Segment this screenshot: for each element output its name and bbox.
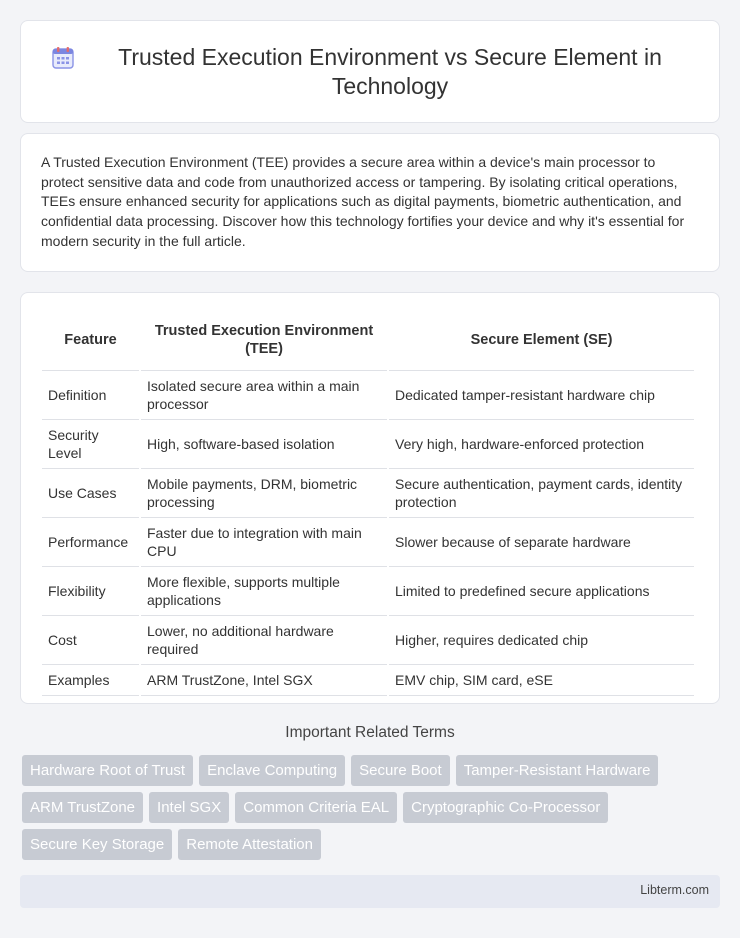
row-feature: Use Cases [42,469,139,518]
row-tee-value: Isolated secure area within a main processor [141,371,387,420]
intro-paragraph: A Trusted Execution Environment (TEE) provides a secure area within a device's main processor to protect sensitive data and code from unauthorized access or tampering. By isolating critical operations, TEEs ensure enhanced security for applications such as digital payments, biometric authentication, and confidential data processing. Discover how this technology fortifies your device and why it's essential for modern security in the full article. [41,154,685,249]
row-feature: Examples [42,665,139,696]
table-row [42,616,694,665]
row-se-value: Very high, hardware-enforced protection [389,420,694,469]
header-se: Secure Element (SE) [389,309,694,371]
table-row [42,371,694,420]
comparison-card [20,292,720,704]
row-tee-value: ARM TrustZone, Intel SGX [141,665,387,696]
row-se-value: EMV chip, SIM card, eSE [389,665,694,696]
related-term-tag[interactable]: Enclave Computing [199,755,345,786]
table-header-row [42,309,694,371]
row-se-value: Slower because of separate hardware [389,518,694,567]
title-card [20,20,720,123]
row-tee-value: More flexible, supports multiple applications [141,567,387,616]
related-term-tag[interactable]: Intel SGX [149,792,229,823]
related-term-tag[interactable]: Hardware Root of Trust [22,755,193,786]
row-se-value: Limited to predefined secure applications [389,567,694,616]
table-row [42,469,694,518]
row-feature: Performance [42,518,139,567]
table-row [42,665,694,696]
related-term-tag[interactable]: Common Criteria EAL [235,792,397,823]
related-term-tag[interactable]: Cryptographic Co-Processor [403,792,608,823]
header-tee: Trusted Execution Environment (TEE) [141,309,387,371]
related-term-tag[interactable]: Remote Attestation [178,829,321,860]
table-row [42,420,694,469]
row-se-value: Secure authentication, payment cards, identity protection [389,469,694,518]
row-tee-value: Mobile payments, DRM, biometric processing [141,469,387,518]
intro-card [20,133,720,272]
row-se-value: Dedicated tamper-resistant hardware chip [389,371,694,420]
row-feature: Definition [42,371,139,420]
row-feature: Cost [42,616,139,665]
footer-site-link[interactable]: Libterm.com [640,883,709,897]
row-se-value: Higher, requires dedicated chip [389,616,694,665]
related-term-tag[interactable]: Secure Boot [351,755,450,786]
header-feature: Feature [42,309,139,371]
title-wrap [50,43,690,101]
comparison-table [40,309,696,696]
related-term-tag[interactable]: Tamper-Resistant Hardware [456,755,659,786]
page-title: Trusted Execution Environment vs Secure Element in Technology [118,43,662,99]
row-feature: Flexibility [42,567,139,616]
footer [20,875,720,908]
calendar-icon [50,45,76,71]
related-term-tag[interactable]: Secure Key Storage [22,829,172,860]
table-row [42,567,694,616]
row-tee-value: Faster due to integration with main CPU [141,518,387,567]
related-terms-list [22,755,722,866]
related-terms-heading: Important Related Terms [285,724,455,741]
related-term-tag[interactable]: ARM TrustZone [22,792,143,823]
row-tee-value: Lower, no additional hardware required [141,616,387,665]
row-feature: Security Level [42,420,139,469]
row-tee-value: High, software-based isolation [141,420,387,469]
table-row [42,518,694,567]
